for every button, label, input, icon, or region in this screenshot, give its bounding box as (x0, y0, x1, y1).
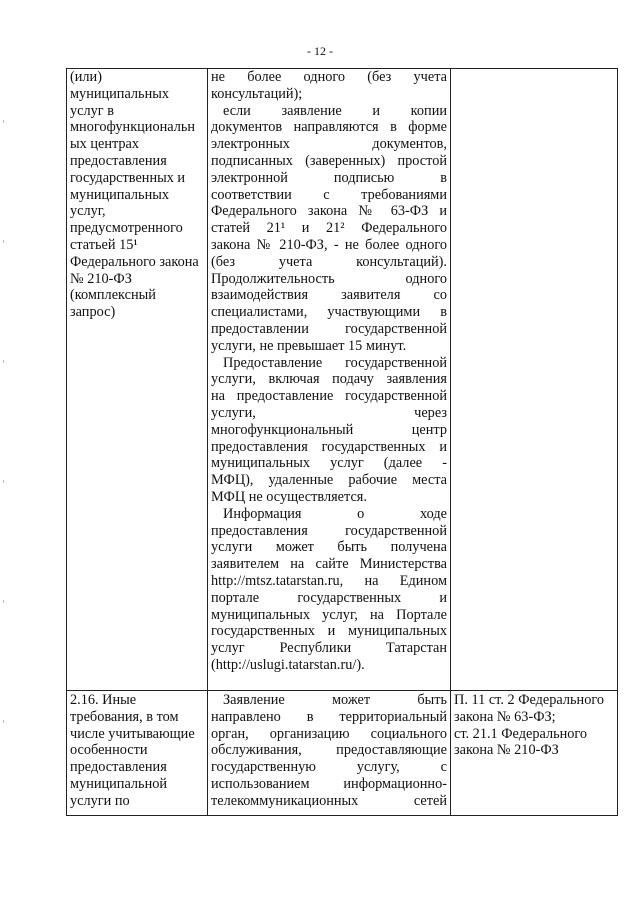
cell-line: Информация о ходе (223, 505, 447, 522)
margin-mark (3, 240, 4, 243)
cell-line: если заявление и копии (223, 102, 447, 119)
cell-line: МФЦ), удаленные рабочие места (211, 472, 447, 489)
cell-line: закона № 210-ФЗ, - не более одного (211, 236, 447, 253)
cell-line: документов направляются в форме (211, 119, 447, 136)
cell-line: не более одного (без учета (211, 69, 447, 85)
cell-line: предоставлении государственной (211, 320, 447, 337)
cell-line: запрос) (70, 304, 116, 321)
margin-mark (3, 720, 4, 723)
cell-line: Продолжительность одного (211, 270, 447, 287)
cell-line: телекоммуникационных сетей (211, 792, 447, 809)
cell-line: услуги, не превышает 15 минут. (211, 337, 407, 354)
cell-line: услуг Республики Татарстан (211, 640, 447, 657)
cell-line: государственную услугу, с (211, 759, 447, 776)
cell-line: специалистами, участвующими в (211, 304, 447, 321)
cell-line: подписанных (заверенных) простой (211, 152, 447, 169)
cell-line: ых центрах (70, 136, 140, 153)
cell-line: числе учитывающие (70, 725, 195, 742)
cell-line: Предоставление государственной (223, 354, 447, 371)
margin-mark (3, 480, 4, 483)
cell-line: предоставления (70, 152, 167, 169)
legal-basis-cell (451, 691, 618, 816)
cell-line: использованием информационно- (211, 775, 447, 792)
cell-line: особенности (70, 742, 148, 759)
cell-line: Федерального закона (70, 253, 199, 270)
cell-line: Федерального закона № 63-ФЗ и (211, 203, 447, 220)
cell-line: № 210-ФЗ (70, 270, 132, 287)
cell-line: МФЦ не осуществляется. (211, 488, 367, 505)
cell-line: консультаций); (211, 85, 303, 102)
cell-line: Заявление может быть (223, 692, 447, 708)
cell-line: государственных и муниципальных (211, 623, 447, 640)
margin-mark (3, 120, 4, 123)
cell-line: П. 11 ст. 2 Федерального (454, 692, 605, 708)
cell-line: государственных и (70, 169, 186, 186)
margin-mark (3, 600, 4, 603)
cell-line: муниципальных услуг (далее - (211, 455, 447, 472)
cell-line: муниципальных услуг, на Портале (211, 606, 447, 623)
requirement-content-cell (208, 69, 451, 691)
requirement-name-cell (67, 69, 208, 691)
table-row (67, 691, 618, 816)
cell-line: предоставления (70, 759, 167, 776)
cell-line: (или) (70, 69, 102, 85)
cell-line: электронных документов, (211, 136, 447, 153)
cell-line: муниципальных (70, 186, 169, 203)
requirements-table (66, 68, 618, 816)
page-number: - 12 - (307, 44, 333, 58)
cell-line: обслуживания, предоставляющие (211, 742, 447, 759)
cell-line: услуги, через (211, 404, 447, 421)
cell-line: статьей 15¹ (70, 236, 138, 253)
requirement-name-cell (67, 691, 208, 816)
cell-line: услуг, (70, 203, 106, 220)
cell-line: статей 21¹ и 21² Федерального (211, 220, 447, 237)
cell-line: на предоставление государственной (211, 388, 447, 405)
cell-line: закона № 210-ФЗ (454, 742, 559, 759)
cell-line: (без учета консультаций). (211, 253, 447, 270)
cell-line: (http://uslugi.tatarstan.ru/). (211, 656, 365, 673)
cell-line: муниципальных (70, 85, 169, 102)
cell-line: соответствии с требованиями (211, 186, 447, 203)
cell-line: услуги, включая подачу заявления (211, 371, 447, 388)
margin-mark (3, 360, 4, 363)
cell-line: муниципальной (70, 775, 168, 792)
cell-line: http://mtsz.tatarstan.ru, на Едином (211, 572, 447, 589)
cell-line: взаимодействия заявителя со (211, 287, 447, 304)
cell-line: услуг в (70, 102, 114, 119)
legal-basis-cell (451, 69, 618, 691)
cell-line: (комплексный (70, 287, 156, 304)
cell-line: услуги по (70, 792, 130, 809)
cell-line: предусмотренного (70, 220, 183, 237)
cell-line: орган, организацию социального (211, 725, 447, 742)
cell-line: предоставления государственных и (211, 438, 447, 455)
cell-line: услуги может быть получена (211, 539, 447, 556)
cell-line: портале государственных и (211, 589, 447, 606)
cell-line: заявителем на сайте Министерства (211, 556, 447, 573)
cell-line: закона № 63-ФЗ; (454, 708, 556, 725)
requirement-content-cell (208, 691, 451, 816)
cell-line: ст. 21.1 Федерального (454, 725, 588, 742)
cell-line: многофункциональн (70, 119, 196, 136)
cell-line: направлено в территориальный (211, 708, 447, 725)
table-row (67, 69, 618, 691)
cell-line: электронной подписью в (211, 169, 447, 186)
cell-line: многофункциональный центр (211, 421, 447, 438)
cell-line: предоставления государственной (211, 522, 447, 539)
cell-line: 2.16. Иные (70, 692, 137, 708)
cell-line: требования, в том (70, 708, 179, 725)
